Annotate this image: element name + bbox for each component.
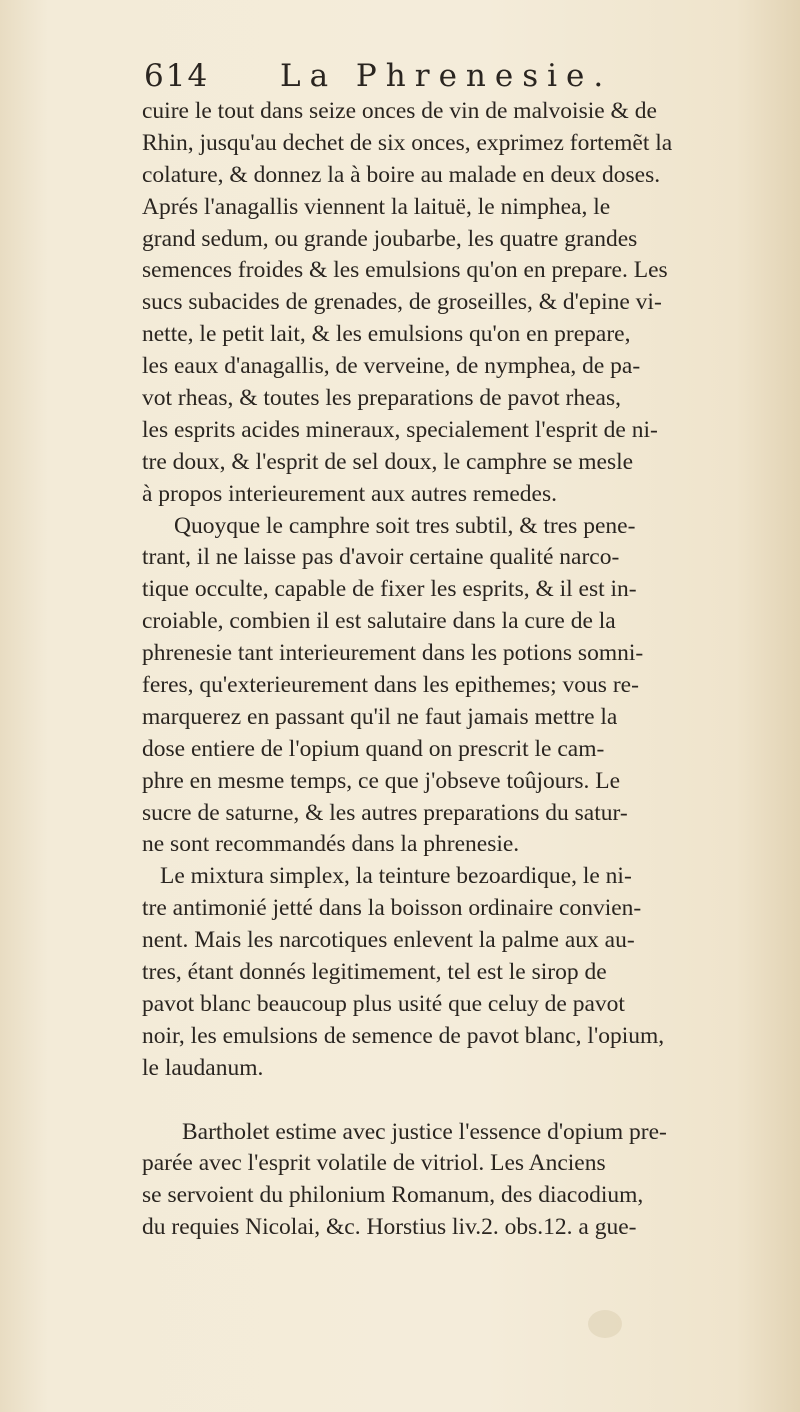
text-line: à propos interieurement aux autres remedes.	[142, 480, 558, 507]
text-line: tre antimonié jetté dans la boisson ordinaire convien-	[142, 895, 642, 922]
text-line: du requies Nicolai, &c. Horstius liv.2. obs.12. a gue-	[142, 1214, 637, 1241]
text-line: tre doux, & l'esprit de sel doux, le camphre se mesle	[142, 448, 634, 475]
text-line: croiable, combien il est salutaire dans la cure de la	[142, 608, 616, 635]
text-line: les eaux d'anagallis, de verveine, de nymphea, de pa-	[142, 353, 641, 380]
text-line: Le mixtura simplex, la teinture bezoardique, le ni-	[160, 863, 632, 890]
text-line: marquerez en passant qu'il ne faut jamais mettre la	[142, 703, 618, 730]
text-line: ne sont recommandés dans la phrenesie.	[142, 831, 520, 858]
text-line: Bartholet estime avec justice l'essence d'opium pre-	[182, 1118, 667, 1145]
text-line: colature, & donnez la à boire au malade en deux doses.	[142, 161, 661, 188]
text-line: les esprits acides mineraux, specialement l'esprit de ni-	[142, 416, 658, 443]
running-head: La Phrenesie.	[280, 58, 613, 94]
text-line: Quoyque le camphre soit tres subtil, & tres pene-	[174, 512, 636, 539]
page-number: 614	[144, 58, 210, 94]
body-text	[142, 96, 772, 1244]
text-line: nent. Mais les narcotiques enlevent la palme aux au-	[142, 927, 635, 954]
text-line: trant, il ne laisse pas d'avoir certaine qualité narco-	[142, 544, 620, 571]
text-line: pavot blanc beaucoup plus usité que celuy de pavot	[142, 990, 625, 1017]
text-line: cuire le tout dans seize onces de vin de malvoisie & de	[142, 98, 657, 124]
text-line: sucs subacides de grenades, de groseilles, & d'epine vi-	[142, 289, 662, 316]
text-line: grand sedum, ou grande joubarbe, les quatre grandes	[142, 225, 638, 252]
text-line: feres, qu'exterieurement dans les epithemes; vous re-	[142, 672, 639, 699]
text-line: se servoient du philonium Romanum, des diacodium,	[142, 1182, 644, 1209]
text-line: noir, les emulsions de semence de pavot blanc, l'opium,	[142, 1022, 665, 1049]
text-line: semences froides & les emulsions qu'on en prepare. Les	[142, 257, 668, 284]
text-line: tique occulte, capable de fixer les esprits, & il est in-	[142, 576, 637, 603]
text-line: le laudanum.	[142, 1054, 264, 1081]
text-line: sucre de saturne, & les autres preparations du satur-	[142, 799, 628, 826]
text-line: phre en mesme temps, ce que j'obseve toûjours. Le	[142, 767, 621, 794]
text-line: Rhin, jusqu'au dechet de six onces, exprimez fortemẽt la	[142, 129, 673, 156]
text-line: parée avec l'esprit volatile de vitriol. Les Anciens	[142, 1150, 606, 1177]
text-line: Aprés l'anagallis viennent la laituë, le nimphea, le	[142, 193, 611, 220]
text-line: vot rheas, & toutes les preparations de pavot rheas,	[142, 385, 621, 412]
text-line: dose entiere de l'opium quand on prescrit le cam-	[142, 735, 605, 762]
text-line: phrenesie tant interieurement dans les potions somni-	[142, 640, 644, 667]
text-line: nette, le petit lait, & les emulsions qu'on en prepare,	[142, 321, 631, 348]
text-line	[142, 1085, 772, 1117]
text-line: tres, étant donnés legitimement, tel est le sirop de	[142, 959, 607, 986]
paper-stain	[588, 1310, 622, 1338]
